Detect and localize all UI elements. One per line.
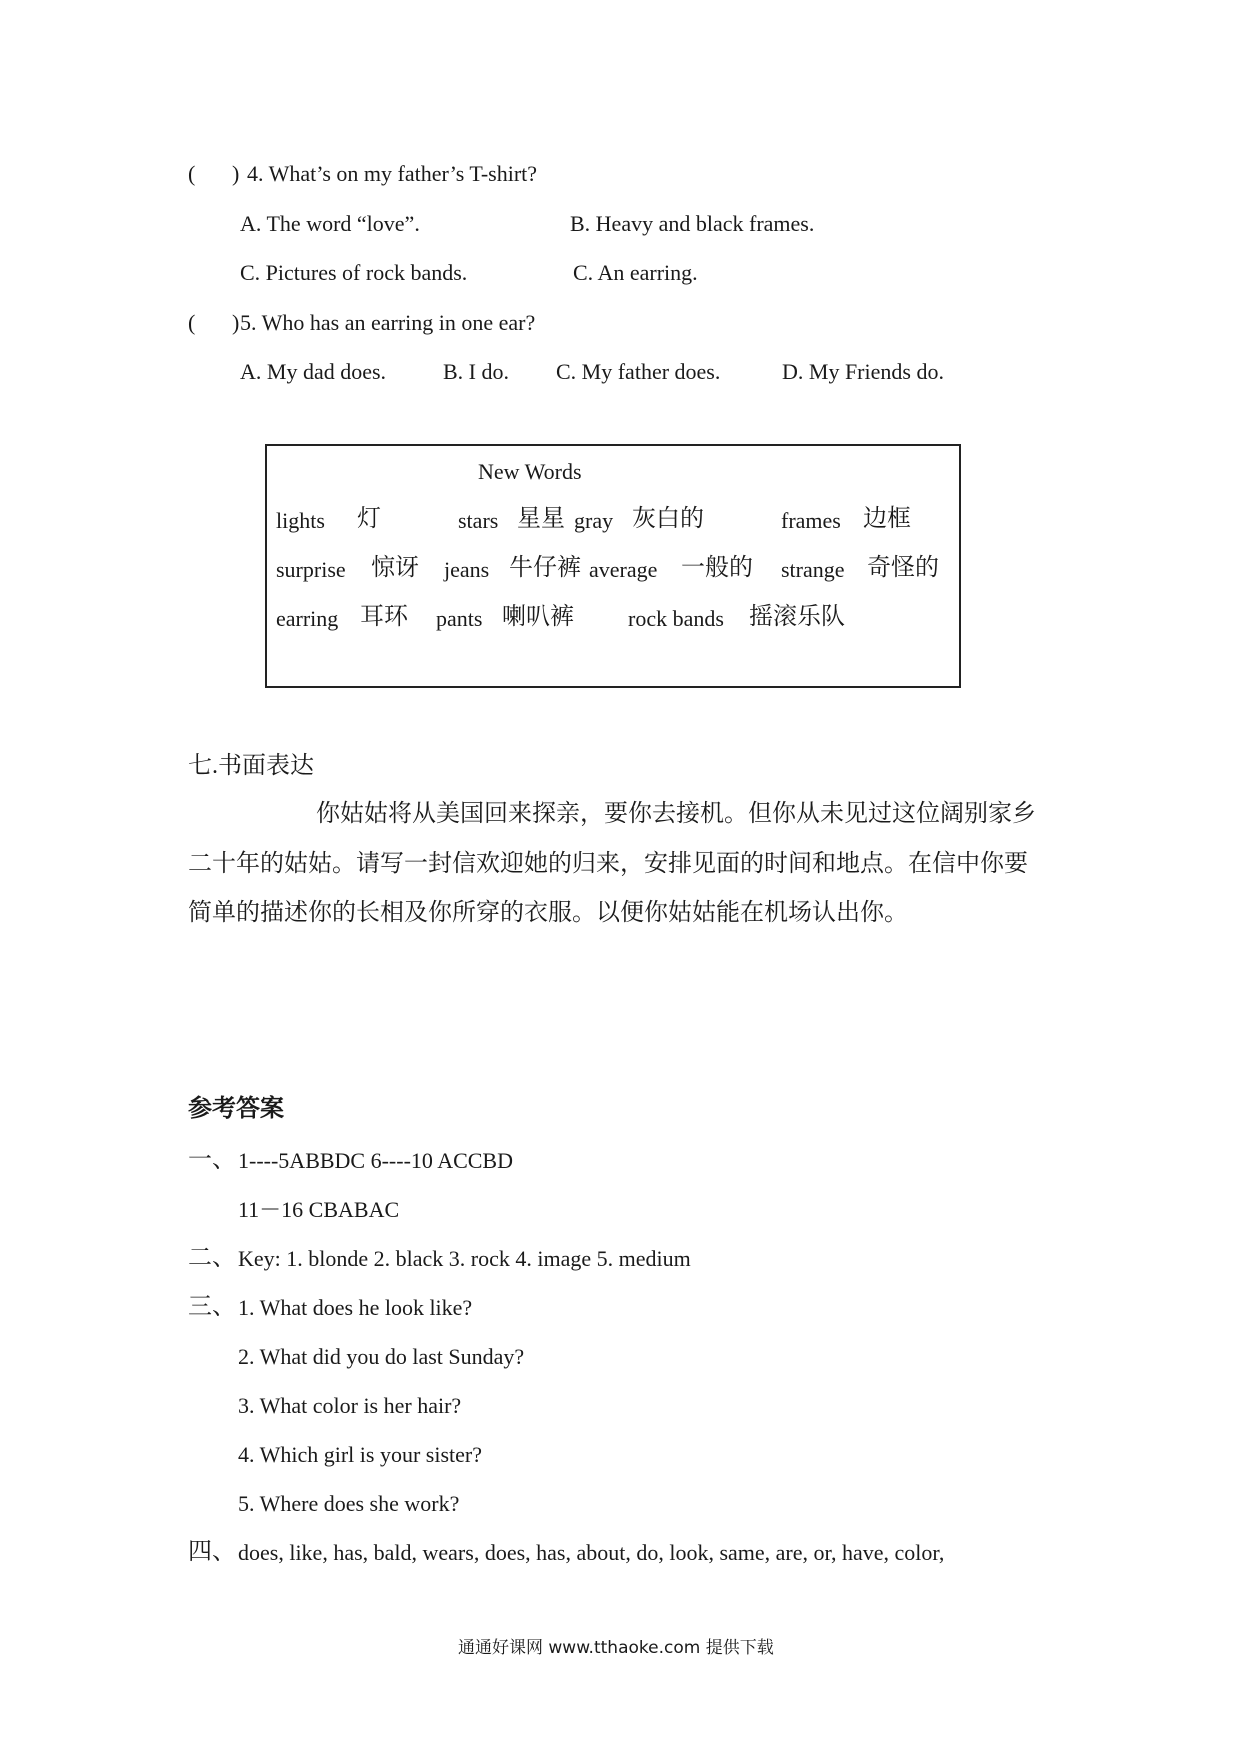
question-4-option-d: C. An earring.	[573, 260, 698, 285]
answer-part-label: 一、	[188, 1147, 236, 1173]
question-4-option-b: B. Heavy and black frames.	[570, 211, 815, 236]
question-4-option-a: A. The word “love”.	[240, 211, 420, 236]
question-4-option-c: C. Pictures of rock bands.	[240, 260, 468, 285]
answer-part-label: 二、	[188, 1245, 236, 1271]
answer-part3-item: 3. What color is her hair?	[238, 1393, 462, 1418]
word-cn: 摇滚乐队	[749, 604, 845, 630]
answer-part4-text: does, like, has, bald, wears, does, has, about, do, look, same, are, or, have, color,	[238, 1540, 945, 1565]
answers-heading: 参考答案	[188, 1096, 284, 1122]
answer-part-label: 四、	[188, 1539, 236, 1565]
word-en: rock bands	[628, 606, 724, 631]
page-footer: 通通好课网 www.tthaoke.com 提供下载	[458, 1638, 774, 1658]
question-4-stem: 4. What’s on my father’s T-shirt?	[247, 161, 538, 186]
word-cn: 牛仔裤	[509, 555, 581, 581]
word-en: surprise	[276, 557, 346, 582]
answer-part3-item: 1. What does he look like?	[238, 1295, 473, 1320]
answer-part1-line2: 11－16 CBABAC	[238, 1197, 400, 1222]
word-cn: 奇怪的	[867, 555, 939, 581]
answer-paren-open: (	[188, 161, 196, 186]
question-5-option-a: A. My dad does.	[240, 359, 387, 384]
word-en: gray	[574, 508, 614, 533]
word-cn: 惊讶	[371, 555, 419, 581]
question-5-option-b: B. I do.	[443, 359, 509, 384]
word-en: stars	[458, 508, 499, 533]
question-5-stem: 5. Who has an earring in one ear?	[240, 310, 536, 335]
word-en: strange	[781, 557, 845, 582]
answer-part3-item: 4. Which girl is your sister?	[238, 1442, 482, 1467]
word-cn: 灯	[357, 506, 381, 532]
word-en: frames	[781, 508, 841, 533]
word-cn: 边框	[863, 506, 911, 532]
word-en: lights	[276, 508, 325, 533]
writing-line: 你姑姑将从美国回来探亲，要你去接机。但你从未见过这位阔别家乡	[316, 801, 1036, 827]
question-5-option-c: C. My father does.	[556, 359, 721, 384]
word-cn: 喇叭裤	[502, 604, 574, 630]
word-cn: 耳环	[360, 604, 408, 630]
word-en: earring	[276, 606, 339, 631]
question-5-option-d: D. My Friends do.	[782, 359, 944, 384]
word-en: jeans	[444, 557, 490, 582]
answer-paren-open: (	[188, 310, 196, 335]
writing-line: 二十年的姑姑。请写一封信欢迎她的归来，安排见面的时间和地点。在信中你要	[188, 851, 1028, 877]
word-cn: 灰白的	[632, 506, 704, 532]
answer-part2-text: Key: 1. blonde 2. black 3. rock 4. image 5. medium	[238, 1246, 691, 1271]
writing-heading: 七.书面表达	[188, 753, 314, 779]
answer-part-label: 三、	[188, 1294, 236, 1320]
new-words-title: New Words	[478, 459, 582, 484]
answer-paren-close: )	[232, 161, 240, 186]
answer-part3-item: 2. What did you do last Sunday?	[238, 1344, 525, 1369]
answer-paren-close: )	[232, 310, 240, 335]
writing-line: 简单的描述你的长相及你所穿的衣服。以便你姑姑能在机场认出你。	[188, 900, 908, 926]
answer-part1-line1: 1----5ABBDC 6----10 ACCBD	[238, 1148, 513, 1173]
word-en: average	[589, 557, 658, 582]
word-cn: 星星	[517, 506, 565, 532]
word-cn: 一般的	[681, 555, 753, 581]
word-en: pants	[436, 606, 483, 631]
answer-part3-item: 5. Where does she work?	[238, 1491, 460, 1516]
